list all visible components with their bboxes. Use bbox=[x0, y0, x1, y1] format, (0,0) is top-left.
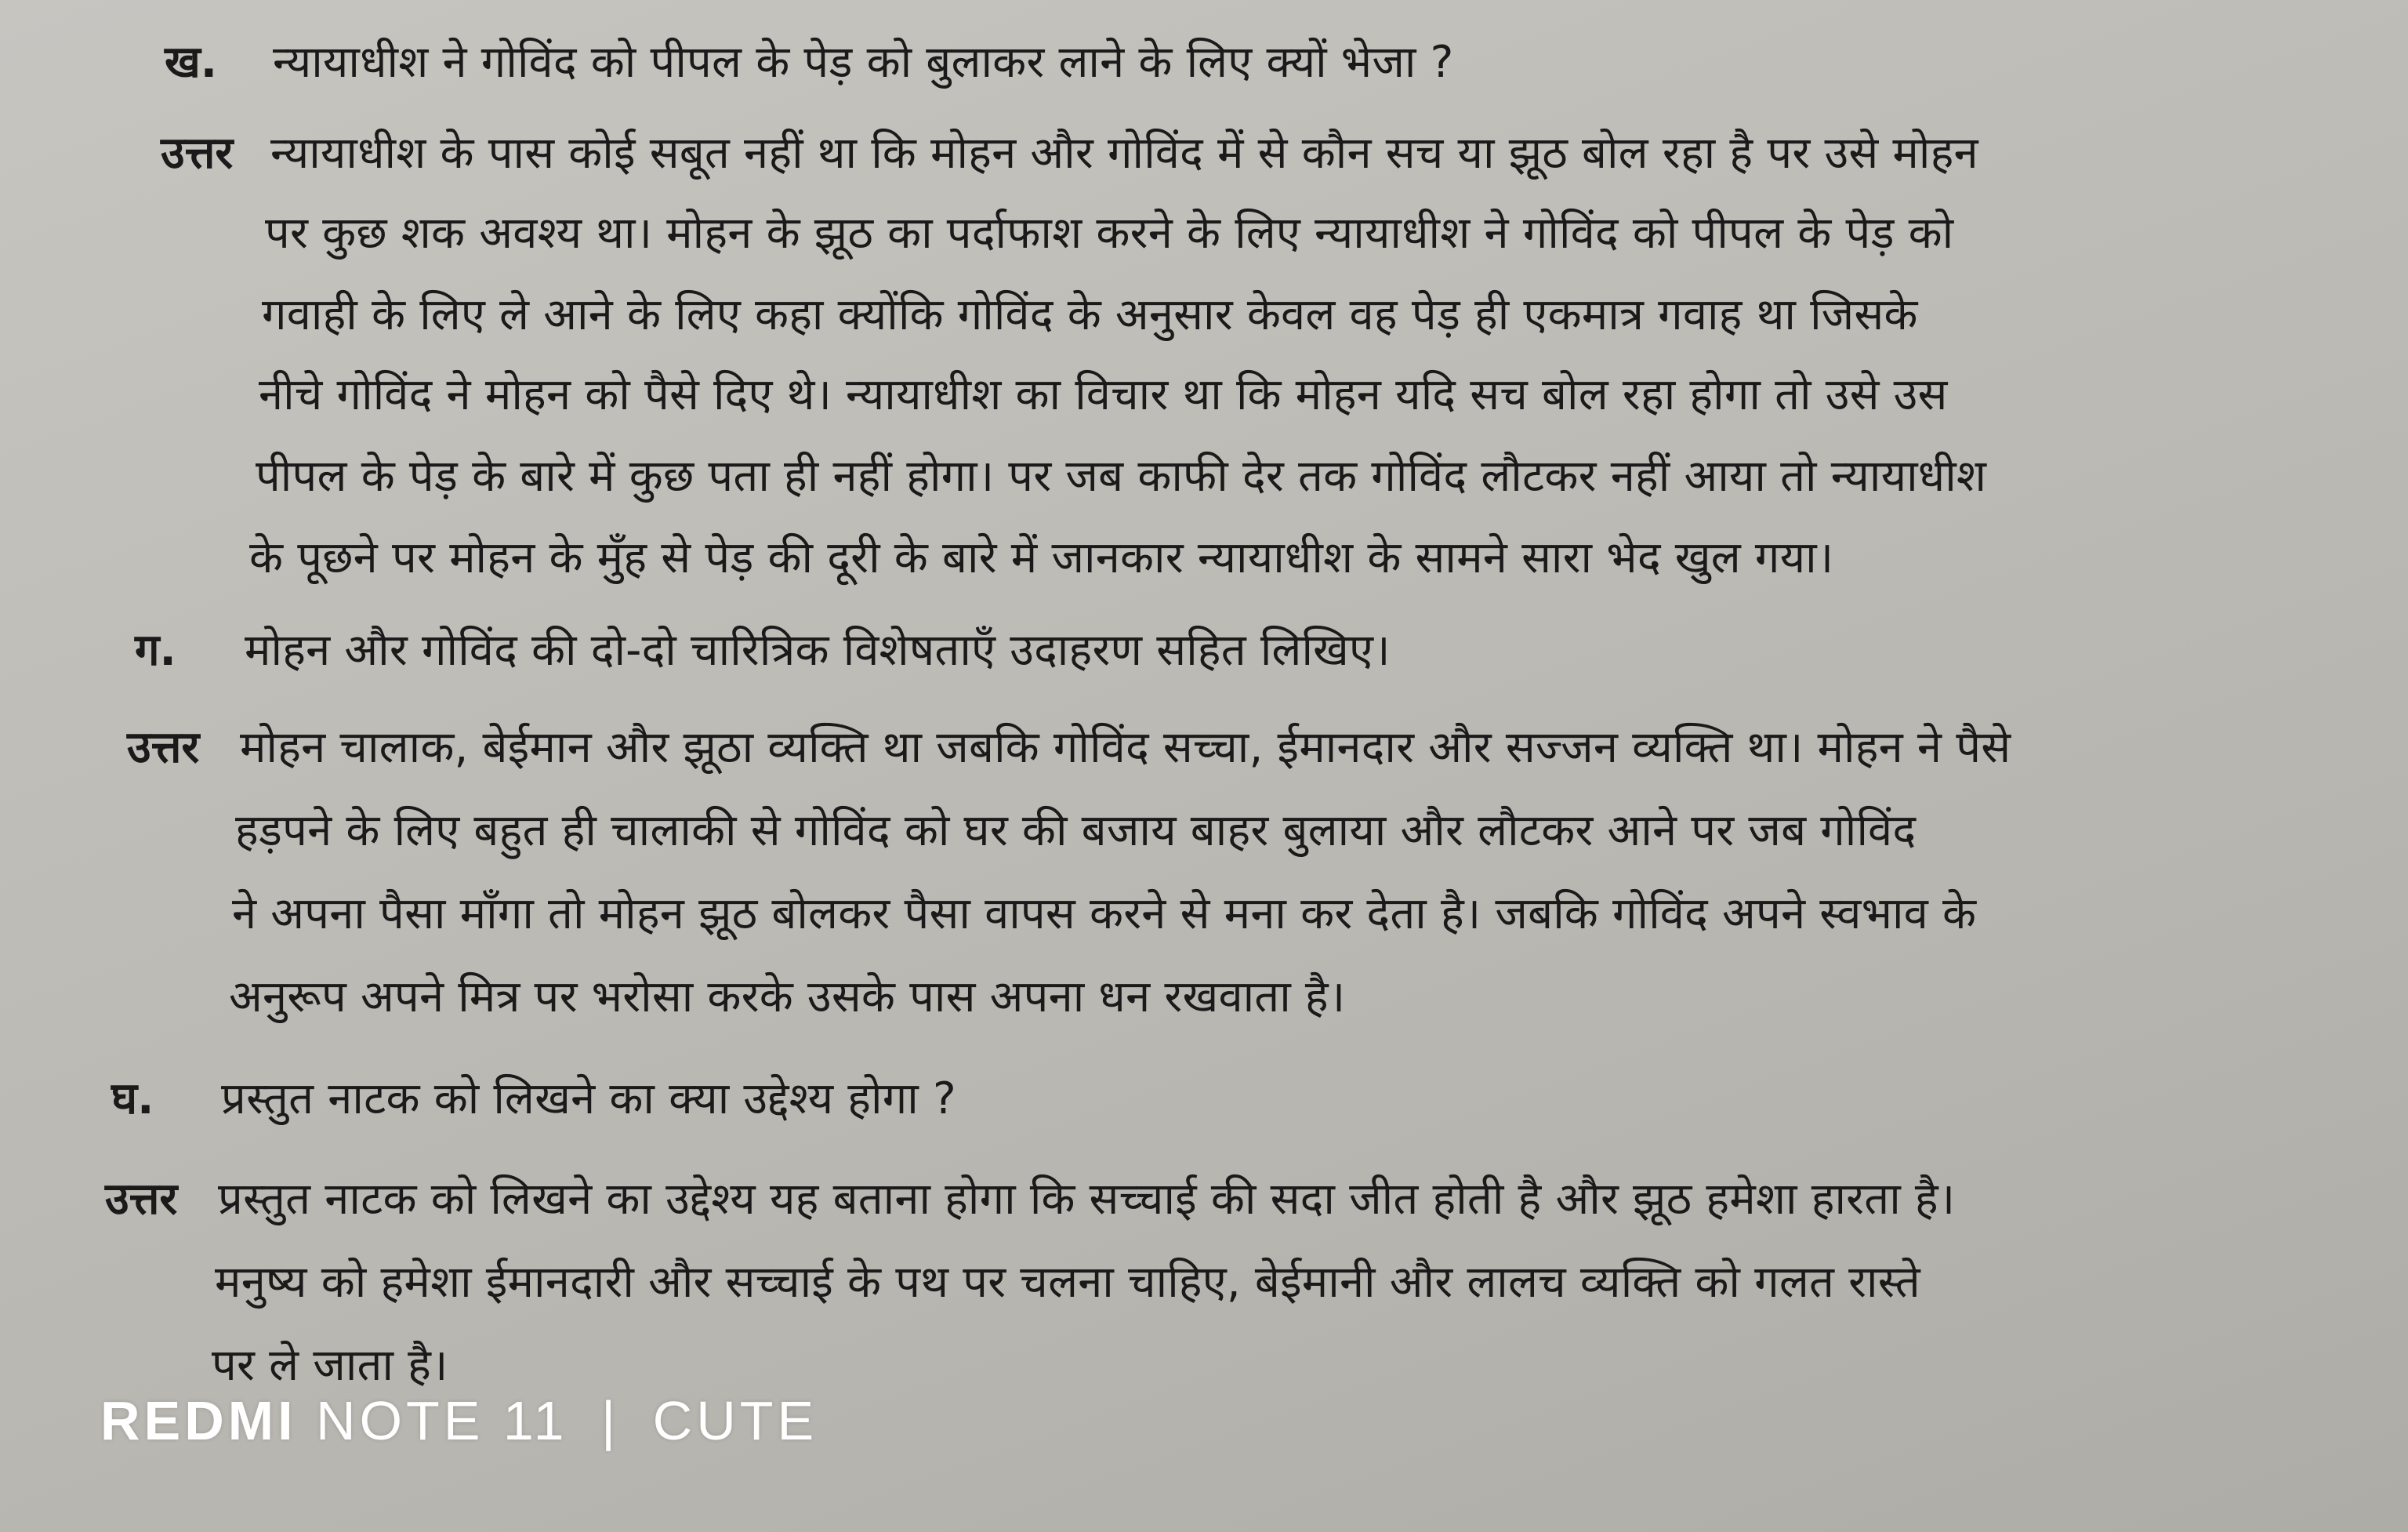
question-text: मोहन और गोविंद की दो-दो चारित्रिक विशेषताएँ उदाहरण सहित लिखिए। bbox=[245, 625, 1391, 676]
answer-line: पीपल के पेड़ के बारे में कुछ पता ही नहीं होगा। पर जब काफी देर तक गोविंद लौटकर नहीं आया तो न्यायाधीश bbox=[256, 451, 1987, 502]
answer-line: गवाही के लिए ले आने के लिए कहा क्योंकि गोविंद के अनुसार केवल वह पेड़ ही एकमात्र गवाह था जिसके bbox=[262, 289, 1918, 340]
answer-label: उत्तर bbox=[105, 1174, 178, 1225]
question-text: प्रस्तुत नाटक को लिखने का क्या उद्देश्य होगा ? bbox=[221, 1073, 956, 1124]
watermark-separator: | bbox=[601, 1390, 620, 1451]
answer-line: न्यायाधीश के पास कोई सबूत नहीं था कि मोहन और गोविंद में से कौन सच या झूठ बोल रहा है पर उसे मोहन bbox=[270, 128, 1978, 179]
answer-line: अनुरूप अपने मित्र पर भरोसा करके उसके पास अपना धन रखवाता है। bbox=[229, 971, 1346, 1022]
watermark-brand: REDMI bbox=[100, 1390, 297, 1451]
watermark-tag: CUTE bbox=[652, 1390, 818, 1451]
watermark-model: NOTE 11 bbox=[316, 1390, 568, 1451]
camera-watermark bbox=[100, 1389, 818, 1452]
answer-line: मनुष्य को हमेशा ईमानदारी और सच्चाई के पथ पर चलना चाहिए, बेईमानी और लालच व्यक्ति को गलत रास्ते bbox=[215, 1257, 1920, 1308]
question-text: न्यायाधीश ने गोविंद को पीपल के पेड़ को बुलाकर लाने के लिए क्यों भेजा ? bbox=[273, 37, 1454, 88]
question-label: ग. bbox=[135, 625, 176, 676]
answer-line: हड़पने के लिए बहुत ही चालाकी से गोविंद को घर की बजाय बाहर बुलाया और लौटकर आने पर जब गोविंद bbox=[235, 805, 1917, 856]
answer-line: पर ले जाता है। bbox=[212, 1340, 448, 1391]
answer-line: पर कुछ शक अवश्य था। मोहन के झूठ का पर्दाफाश करने के लिए न्यायाधीश ने गोविंद को पीपल के पेड़ को bbox=[265, 208, 1954, 259]
question-label: घ. bbox=[111, 1073, 154, 1124]
answer-line: के पूछने पर मोहन के मुँह से पेड़ की दूरी के बारे में जानकार न्यायाधीश के सामने सारा भेद खुल गया। bbox=[249, 532, 1834, 583]
answer-line: नीचे गोविंद ने मोहन को पैसे दिए थे। न्यायाधीश का विचार था कि मोहन यदि सच बोल रहा होगा तो उसे उस bbox=[259, 369, 1948, 420]
question-label: ख. bbox=[165, 37, 218, 88]
answer-line: प्रस्तुत नाटक को लिखने का उद्देश्य यह बताना होगा कि सच्चाई की सदा जीत होती है और झूठ हमेशा हारता है। bbox=[218, 1174, 1956, 1225]
answer-line: मोहन चालाक, बेईमान और झूठा व्यक्ति था जबकि गोविंद सच्चा, ईमानदार और सज्जन व्यक्ति था। मोहन ने पैसे bbox=[240, 722, 2011, 773]
answer-label: उत्तर bbox=[127, 722, 200, 773]
answer-line: ने अपना पैसा माँगा तो मोहन झूठ बोलकर पैसा वापस करने से मना कर देता है। जबकि गोविंद अपने स्वभाव के bbox=[232, 888, 1977, 939]
answer-label: उत्तर bbox=[161, 128, 234, 179]
